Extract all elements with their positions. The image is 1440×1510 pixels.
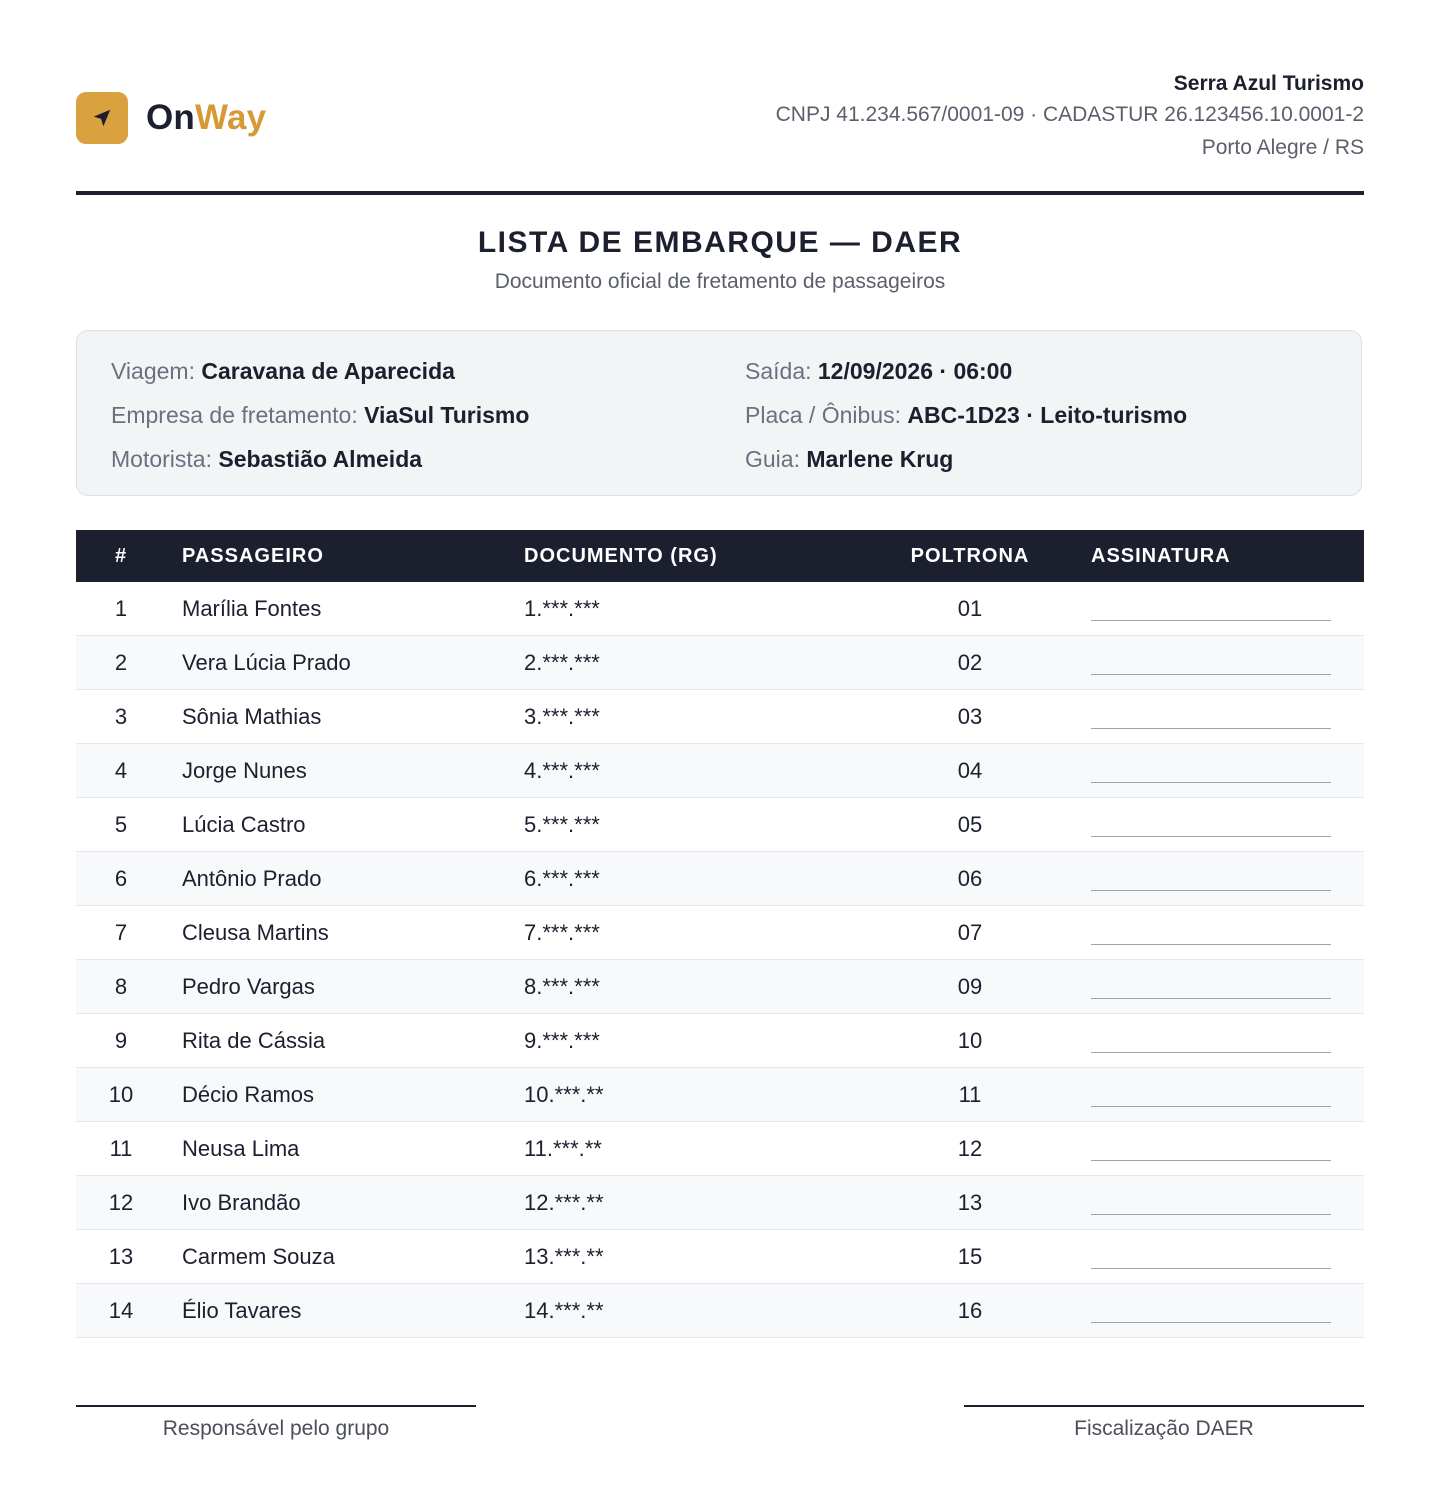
cell-number: 8 xyxy=(76,960,166,1014)
cell-seat: 03 xyxy=(880,690,1060,744)
cell-signature[interactable] xyxy=(1060,1176,1364,1230)
cell-number: 7 xyxy=(76,906,166,960)
cell-passenger-name: Décio Ramos xyxy=(166,1068,508,1122)
cell-passenger-name: Ivo Brandão xyxy=(166,1176,508,1230)
cell-seat: 05 xyxy=(880,798,1060,852)
signature-field-line[interactable] xyxy=(1091,944,1331,945)
trip-motorista-value: Sebastião Almeida xyxy=(218,446,423,472)
document-subtitle: Documento oficial de fretamento de passageiros xyxy=(494,270,946,293)
cell-passenger-name: Sônia Mathias xyxy=(166,690,508,744)
cell-number: 9 xyxy=(76,1014,166,1068)
trip-guia-label: Guia: xyxy=(745,446,800,472)
signature-field-line[interactable] xyxy=(1091,1052,1331,1053)
cell-document: 3.***.*** xyxy=(508,690,880,744)
table-row xyxy=(76,582,1364,636)
header-divider xyxy=(76,191,1364,195)
cell-document: 8.***.*** xyxy=(508,960,880,1014)
signature-field-line[interactable] xyxy=(1091,1160,1331,1161)
cell-passenger-name: Cleusa Martins xyxy=(166,906,508,960)
trip-viagem-label: Viagem: xyxy=(111,358,195,384)
cell-signature[interactable] xyxy=(1060,1284,1364,1338)
signature-group-leader xyxy=(76,1405,476,1441)
trip-placa-value: ABC-1D23 · Leito-turismo xyxy=(907,402,1188,428)
table-row xyxy=(76,852,1364,906)
table-row xyxy=(76,690,1364,744)
cell-document: 10.***.** xyxy=(508,1068,880,1122)
table-row xyxy=(76,636,1364,690)
company-registration: CNPJ 41.234.567/0001-09 · CADASTUR 26.123456.10.0001-2 xyxy=(775,103,1364,126)
cell-signature[interactable] xyxy=(1060,1122,1364,1176)
trip-guia-value: Marlene Krug xyxy=(806,446,954,472)
cell-seat: 09 xyxy=(880,960,1060,1014)
cell-number: 10 xyxy=(76,1068,166,1122)
cell-seat: 12 xyxy=(880,1122,1060,1176)
cell-document: 2.***.*** xyxy=(508,636,880,690)
cell-seat: 13 xyxy=(880,1176,1060,1230)
column-header-passenger: PASSAGEIRO xyxy=(166,530,508,582)
signature-field-line[interactable] xyxy=(1091,1322,1331,1323)
trip-placa-label: Placa / Ônibus: xyxy=(745,402,901,428)
trip-saida-value: 12/09/2026 · 06:00 xyxy=(817,358,1013,384)
trip-info-box xyxy=(76,330,1362,496)
trip-viagem-value: Caravana de Aparecida xyxy=(201,358,455,384)
cell-document: 14.***.** xyxy=(508,1284,880,1338)
cell-passenger-name: Neusa Lima xyxy=(166,1122,508,1176)
cell-signature[interactable] xyxy=(1060,1014,1364,1068)
trip-motorista-label: Motorista: xyxy=(111,446,212,472)
signature-field-line[interactable] xyxy=(1091,674,1331,675)
cell-signature[interactable] xyxy=(1060,690,1364,744)
table-row xyxy=(76,906,1364,960)
cell-number: 12 xyxy=(76,1176,166,1230)
cell-number: 13 xyxy=(76,1230,166,1284)
trip-placa xyxy=(745,395,1187,439)
signature-field-line[interactable] xyxy=(1091,890,1331,891)
brand-logo xyxy=(76,92,266,144)
brand-name xyxy=(146,98,266,138)
table-row xyxy=(76,1284,1364,1338)
cell-seat: 11 xyxy=(880,1068,1060,1122)
trip-viagem xyxy=(111,351,529,395)
passenger-rows xyxy=(76,582,1364,1338)
trip-motorista xyxy=(111,439,529,483)
cell-document: 13.***.** xyxy=(508,1230,880,1284)
table-row xyxy=(76,744,1364,798)
trip-empresa-value: ViaSul Turismo xyxy=(364,402,530,428)
navigation-arrow-icon xyxy=(76,92,128,144)
table-row xyxy=(76,960,1364,1014)
signature-caption-left: Responsável pelo grupo xyxy=(162,1417,390,1440)
cell-number: 1 xyxy=(76,582,166,636)
trip-info-right-column xyxy=(745,351,1187,483)
trip-empresa xyxy=(111,395,529,439)
table-row xyxy=(76,1176,1364,1230)
company-location: Porto Alegre / RS xyxy=(1201,136,1364,159)
cell-passenger-name: Lúcia Castro xyxy=(166,798,508,852)
trip-info-left-column xyxy=(111,351,529,483)
table-row xyxy=(76,1068,1364,1122)
cell-number: 11 xyxy=(76,1122,166,1176)
cell-document: 1.***.*** xyxy=(508,582,880,636)
cell-document: 12.***.** xyxy=(508,1176,880,1230)
cell-document: 11.***.** xyxy=(508,1122,880,1176)
cell-passenger-name: Marília Fontes xyxy=(166,582,508,636)
column-header-number: # xyxy=(76,530,166,582)
signature-line xyxy=(76,1405,476,1407)
cell-seat: 15 xyxy=(880,1230,1060,1284)
signature-field-line[interactable] xyxy=(1091,1214,1331,1215)
signature-line xyxy=(964,1405,1364,1407)
cell-document: 9.***.*** xyxy=(508,1014,880,1068)
cell-signature[interactable] xyxy=(1060,960,1364,1014)
table-row xyxy=(76,1122,1364,1176)
brand-name-part2: Way xyxy=(195,98,267,137)
cell-document: 4.***.*** xyxy=(508,744,880,798)
cell-passenger-name: Vera Lúcia Prado xyxy=(166,636,508,690)
signature-field-line[interactable] xyxy=(1091,782,1331,783)
cell-number: 2 xyxy=(76,636,166,690)
cell-number: 5 xyxy=(76,798,166,852)
cell-signature[interactable] xyxy=(1060,582,1364,636)
signature-field-line[interactable] xyxy=(1091,620,1331,621)
trip-saida-label: Saída: xyxy=(745,358,812,384)
cell-number: 4 xyxy=(76,744,166,798)
cell-signature[interactable] xyxy=(1060,636,1364,690)
column-header-document: DOCUMENTO (RG) xyxy=(508,530,880,582)
cell-passenger-name: Carmem Souza xyxy=(166,1230,508,1284)
document-title: LISTA DE EMBARQUE — DAER xyxy=(477,226,963,259)
cell-document: 5.***.*** xyxy=(508,798,880,852)
passenger-table xyxy=(76,530,1364,1338)
cell-seat: 01 xyxy=(880,582,1060,636)
cell-number: 3 xyxy=(76,690,166,744)
cell-passenger-name: Antônio Prado xyxy=(166,852,508,906)
signature-field-line[interactable] xyxy=(1091,1106,1331,1107)
trip-empresa-label: Empresa de fretamento: xyxy=(111,402,358,428)
cell-seat: 10 xyxy=(880,1014,1060,1068)
table-header-row xyxy=(76,530,1364,582)
cell-seat: 02 xyxy=(880,636,1060,690)
signature-daer-inspection xyxy=(964,1405,1364,1441)
cell-passenger-name: Rita de Cássia xyxy=(166,1014,508,1068)
table-row xyxy=(76,1230,1364,1284)
document-header xyxy=(76,60,1364,196)
cell-seat: 07 xyxy=(880,906,1060,960)
cell-signature[interactable] xyxy=(1060,906,1364,960)
cell-signature[interactable] xyxy=(1060,852,1364,906)
cell-document: 7.***.*** xyxy=(508,906,880,960)
cell-number: 6 xyxy=(76,852,166,906)
signature-field-line[interactable] xyxy=(1091,728,1331,729)
signature-field-line[interactable] xyxy=(1091,1268,1331,1269)
trip-guia xyxy=(745,439,1187,483)
company-name: Serra Azul Turismo xyxy=(1173,72,1364,95)
cell-passenger-name: Pedro Vargas xyxy=(166,960,508,1014)
cell-document: 6.***.*** xyxy=(508,852,880,906)
cell-seat: 04 xyxy=(880,744,1060,798)
column-header-seat: POLTRONA xyxy=(880,530,1060,582)
table-row xyxy=(76,1014,1364,1068)
cell-signature[interactable] xyxy=(1060,1230,1364,1284)
signature-field-line[interactable] xyxy=(1091,998,1331,999)
trip-saida xyxy=(745,351,1187,395)
cell-passenger-name: Élio Tavares xyxy=(166,1284,508,1338)
cell-seat: 16 xyxy=(880,1284,1060,1338)
cell-seat: 06 xyxy=(880,852,1060,906)
cell-passenger-name: Jorge Nunes xyxy=(166,744,508,798)
column-header-signature: ASSINATURA xyxy=(1060,530,1364,582)
table-row xyxy=(76,798,1364,852)
cell-signature[interactable] xyxy=(1060,1068,1364,1122)
cell-signature[interactable] xyxy=(1060,798,1364,852)
signature-caption-right: Fiscalização DAER xyxy=(1074,1417,1254,1440)
brand-name-part1: On xyxy=(146,98,196,137)
cell-signature[interactable] xyxy=(1060,744,1364,798)
cell-number: 14 xyxy=(76,1284,166,1338)
signature-field-line[interactable] xyxy=(1091,836,1331,837)
company-info xyxy=(776,70,1364,164)
